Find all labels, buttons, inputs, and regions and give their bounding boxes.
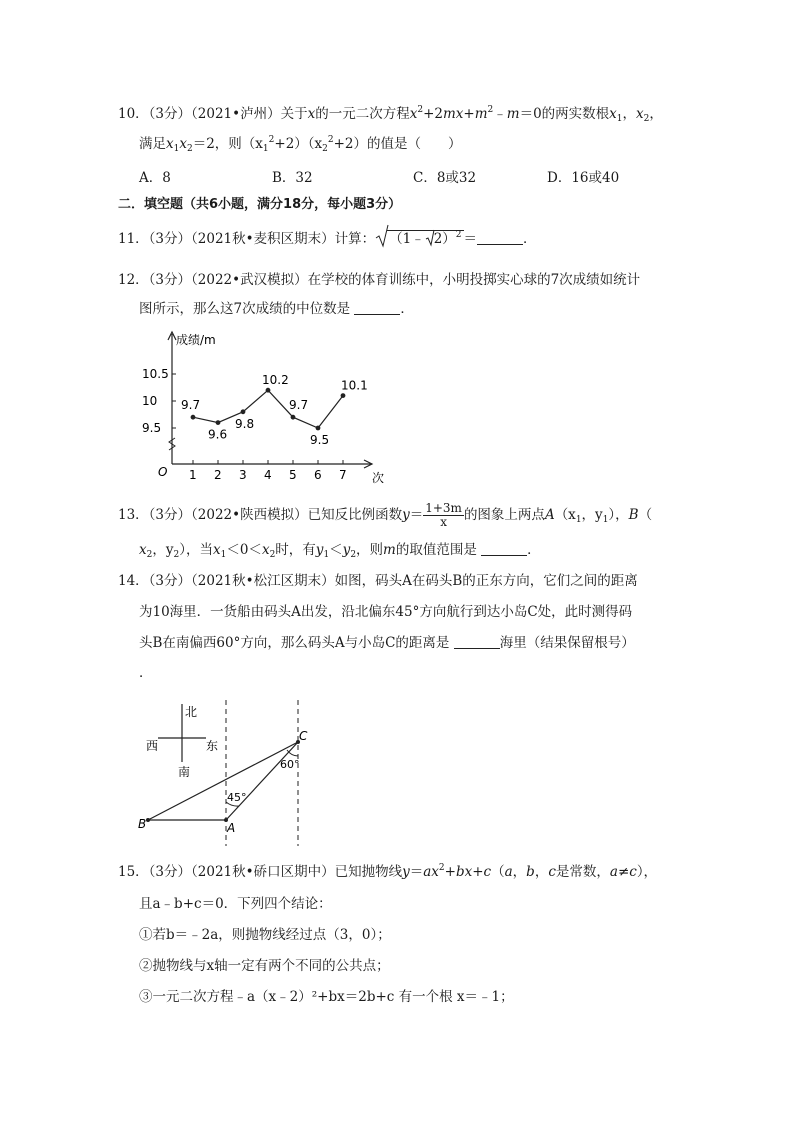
q12-text: 图所示，那么这7次成绩的中位数是: [139, 301, 351, 317]
q13-eq: ＝: [409, 507, 424, 523]
q15-c3: c: [629, 864, 637, 880]
q10-option-c: C．8或32: [413, 170, 477, 186]
sub-1: 1: [220, 550, 227, 560]
q10-line2: [139, 135, 462, 153]
q10-eq-x: x: [409, 106, 418, 122]
sub-2: 2: [146, 550, 153, 560]
q10-then: ＝2，则（x: [192, 136, 263, 152]
data-label: 9.7: [289, 398, 309, 413]
q10-option-b: B．32: [272, 170, 313, 186]
score-line-chart: [136, 328, 396, 488]
q15-y: y: [402, 864, 410, 880]
q15-c: c: [483, 864, 492, 880]
q13-answer-blank[interactable]: [481, 543, 527, 556]
q13-point-a: A: [544, 507, 555, 523]
q10-line1: 10．（3分）（2021•泸州）关于x的一元二次方程$x^2+2mx+m^2﹣m=0$的两实数根$x_1$，$x_2$，: [118, 105, 663, 124]
q13-frac-num: 1+3m: [425, 501, 462, 515]
sub-2: 2: [322, 144, 328, 154]
q10-eq-m2: m: [506, 106, 520, 122]
angle-label-45: 45°: [227, 791, 247, 804]
q13-period: ．: [527, 542, 541, 558]
compass-south: 南: [178, 765, 191, 779]
q10-root1: x: [609, 106, 617, 122]
q15-plus2: +: [472, 864, 484, 880]
segment-bc: [148, 742, 298, 820]
score-line: [193, 390, 343, 428]
sup-2: 2: [455, 230, 462, 240]
sup-2: 2: [487, 105, 494, 115]
label-a: A: [227, 821, 236, 835]
q11-answer-blank[interactable]: [477, 232, 523, 245]
q10-eq-plus: +: [463, 106, 475, 122]
navigation-diagram: [136, 698, 356, 848]
q11-inner-c: ）: [442, 231, 456, 247]
q15-close: ），: [636, 864, 658, 880]
q13-x1b: x: [212, 542, 221, 558]
q10-text: 的一元二次方程: [315, 106, 410, 122]
sub-1: 1: [602, 515, 609, 525]
q13-lt: ＜0＜: [226, 542, 262, 558]
q10-mid: +2）（x: [274, 136, 323, 152]
q10-satisfy: 满足: [139, 136, 166, 152]
q10-var: x: [307, 106, 316, 122]
q12-period: ．: [400, 301, 414, 317]
q14-unit: 海里（结果保留根号）: [499, 635, 635, 651]
segment-ac: [226, 742, 298, 820]
q13-fraction: [423, 502, 464, 529]
sub-2: 2: [269, 550, 276, 560]
sub-2: 2: [186, 144, 193, 154]
q11-period: ．: [523, 231, 537, 247]
x-tick-label: 4: [264, 468, 272, 482]
q14-text: 头B在南偏西60°方向，那么码头A与小岛C的距离是: [139, 635, 450, 651]
q13-range: 的取值范围是: [395, 542, 477, 558]
q11-sqrt: [375, 230, 463, 248]
q12-answer-blank[interactable]: [354, 302, 400, 315]
q15-neq: ≠: [617, 864, 630, 880]
q10-eq-m: m: [474, 106, 488, 122]
sub-1: 1: [323, 550, 330, 560]
data-label: 9.8: [235, 416, 255, 431]
sqrt-sign: [375, 224, 389, 248]
q13-x2b: x: [261, 542, 270, 558]
sub-1: 1: [262, 144, 269, 154]
q15-item1: ①若b＝﹣2a，则抛物线经过点（3，0）；: [139, 927, 391, 943]
y-tick-label: 10: [142, 394, 158, 408]
sub-2: 2: [350, 550, 357, 560]
q10-eq-mx: mx: [442, 106, 464, 122]
data-point: [216, 420, 221, 425]
q10-eq-minus: ﹣: [493, 106, 507, 122]
data-point: [191, 415, 196, 420]
sub-1: 1: [173, 144, 180, 154]
q15-comma2: ，: [534, 864, 549, 880]
data-point: [341, 393, 346, 398]
q11-inner-b: 2: [433, 231, 443, 247]
x-axis-label: 次: [372, 471, 385, 485]
q10-end: +2）的值是（ ）: [333, 136, 462, 152]
y-axis-label: 成绩/m: [176, 333, 216, 347]
q13-m: m: [383, 542, 396, 558]
q11-eq: ＝: [463, 231, 478, 247]
sup-2: 2: [417, 105, 424, 115]
point-b: [146, 818, 150, 822]
q15-line1: [118, 863, 657, 881]
q13-lt2: ＜: [329, 542, 343, 558]
y-axis-break: [169, 438, 175, 450]
q13-text3: ，y: [581, 507, 603, 523]
sup-2: 2: [327, 135, 334, 145]
compass-east: 东: [206, 739, 219, 753]
q14-line4: ．: [139, 665, 153, 681]
sub-1: 1: [575, 515, 582, 525]
q15-item2: ②抛物线与x轴一定有两个不同的公共点；: [139, 958, 390, 974]
q13-y2: ，y: [152, 542, 174, 558]
angle-label-60: 60°: [280, 758, 300, 771]
q13-text1: 的图象上两点: [463, 507, 545, 523]
q14-line3: [139, 634, 635, 652]
data-point: [241, 409, 246, 414]
q13-have: 时，有: [275, 542, 316, 558]
q15-paren: （: [491, 864, 505, 880]
sub-2: 2: [173, 550, 180, 560]
y-tick-label: 10.5: [142, 367, 169, 381]
q15-prefix: 15．（3分）（2021秋•硚口区期中）已知抛物线: [118, 864, 403, 880]
compass-north: 北: [185, 705, 198, 719]
q10-root2: x: [636, 106, 644, 122]
q15-ax: ax: [423, 864, 439, 880]
q13-text2: （x: [554, 507, 576, 523]
x-tick-label: 7: [339, 468, 347, 482]
q10-option-a: A．8: [139, 170, 171, 186]
label-c: C: [299, 729, 308, 743]
q11-prefix: 11．（3分）（2021秋•麦积区期末）计算：: [118, 231, 376, 247]
q11-line: [118, 230, 537, 248]
q15-plus1: +: [444, 864, 456, 880]
q10-option-d: D．16或40: [547, 170, 620, 186]
sub-1: 1: [616, 114, 623, 124]
q13-text5: （: [638, 507, 653, 523]
x-tick-label: 5: [289, 468, 297, 482]
q13-y2b: y: [342, 542, 351, 558]
data-label: 9.5: [310, 433, 330, 447]
q14-answer-blank[interactable]: [454, 636, 500, 649]
q13-when: ），当: [179, 542, 213, 558]
q15-bx: bx: [455, 864, 473, 880]
x-tick-label: 1: [189, 468, 197, 482]
q15-c2: c: [548, 864, 556, 880]
q13-y: y: [402, 507, 410, 523]
q15-line2: 且a﹣b+c＝0．下列四个结论：: [139, 896, 332, 912]
label-b: B: [138, 817, 147, 831]
y-tick-label: 9.5: [142, 421, 162, 435]
q13-text4: ），: [608, 507, 629, 523]
q15-item3: ③一元二次方程﹣a（x﹣2）²+bx＝2b+c 有一个根 x＝﹣1；: [139, 989, 514, 1005]
q10-cond-x1: x: [166, 136, 174, 152]
q12-line1: 12．（3分）（2022•武汉模拟）在学校的体育训练中，小明投掷实心球的7次成绩如统计: [118, 272, 641, 288]
q15-eq: ＝: [409, 864, 424, 880]
data-label: 9.6: [208, 427, 228, 442]
q10-eq-rest: ＝0的两实数根: [519, 106, 610, 122]
q13-line1: [118, 502, 652, 529]
sub-2: 2: [643, 114, 650, 124]
q13-frac-den: x: [440, 515, 447, 529]
data-label: 10.1: [341, 378, 368, 393]
section-title: 二．填空题（共6小题，满分18分，每小题3分）: [118, 197, 402, 212]
sup-2: 2: [268, 135, 275, 145]
q13-x2: x: [139, 542, 147, 558]
q15-a: a: [504, 864, 513, 880]
q10-prefix: 10．（3分）（2021•泸州）关于: [118, 106, 308, 122]
q12-line2: [139, 300, 414, 318]
sup-2: 2: [438, 863, 445, 873]
q13-prefix: 13．（3分）（2022•陕西模拟）已知反比例函数: [118, 507, 403, 523]
origin-label: O: [158, 465, 168, 479]
q14-line2: 为10海里．一货船由码头A出发，沿北偏东45°方向航行到达小岛C处，此时测得码: [139, 604, 633, 620]
q13-point-b: B: [628, 507, 639, 523]
data-point: [316, 426, 321, 431]
data-point: [291, 415, 296, 420]
x-tick-label: 6: [314, 468, 322, 482]
q14-line1: 14．（3分）（2021秋•松江区期末）如图，码头A在码头B的正东方向，它们之间的距离: [118, 573, 638, 589]
compass-west: 西: [146, 739, 159, 753]
sqrt-sign-inner: [425, 229, 435, 247]
q10-eq-plus2: +2: [423, 106, 443, 122]
q15-comma1: ，: [512, 864, 527, 880]
x-tick-label: 2: [214, 468, 222, 482]
q15-b: b: [526, 864, 535, 880]
data-label: 10.2: [262, 373, 289, 388]
q15-const: 是常数，: [555, 864, 610, 880]
q11-inner-a: （1﹣: [389, 231, 425, 247]
data-point: [266, 388, 271, 393]
data-label: 9.7: [181, 398, 201, 413]
q13-line2: [139, 541, 541, 559]
q13-then: ，则: [356, 542, 384, 558]
q15-a2: a: [609, 864, 618, 880]
q13-y1b: y: [315, 542, 324, 558]
x-tick-label: 3: [239, 468, 247, 482]
q10-cond-x2: x: [179, 136, 187, 152]
